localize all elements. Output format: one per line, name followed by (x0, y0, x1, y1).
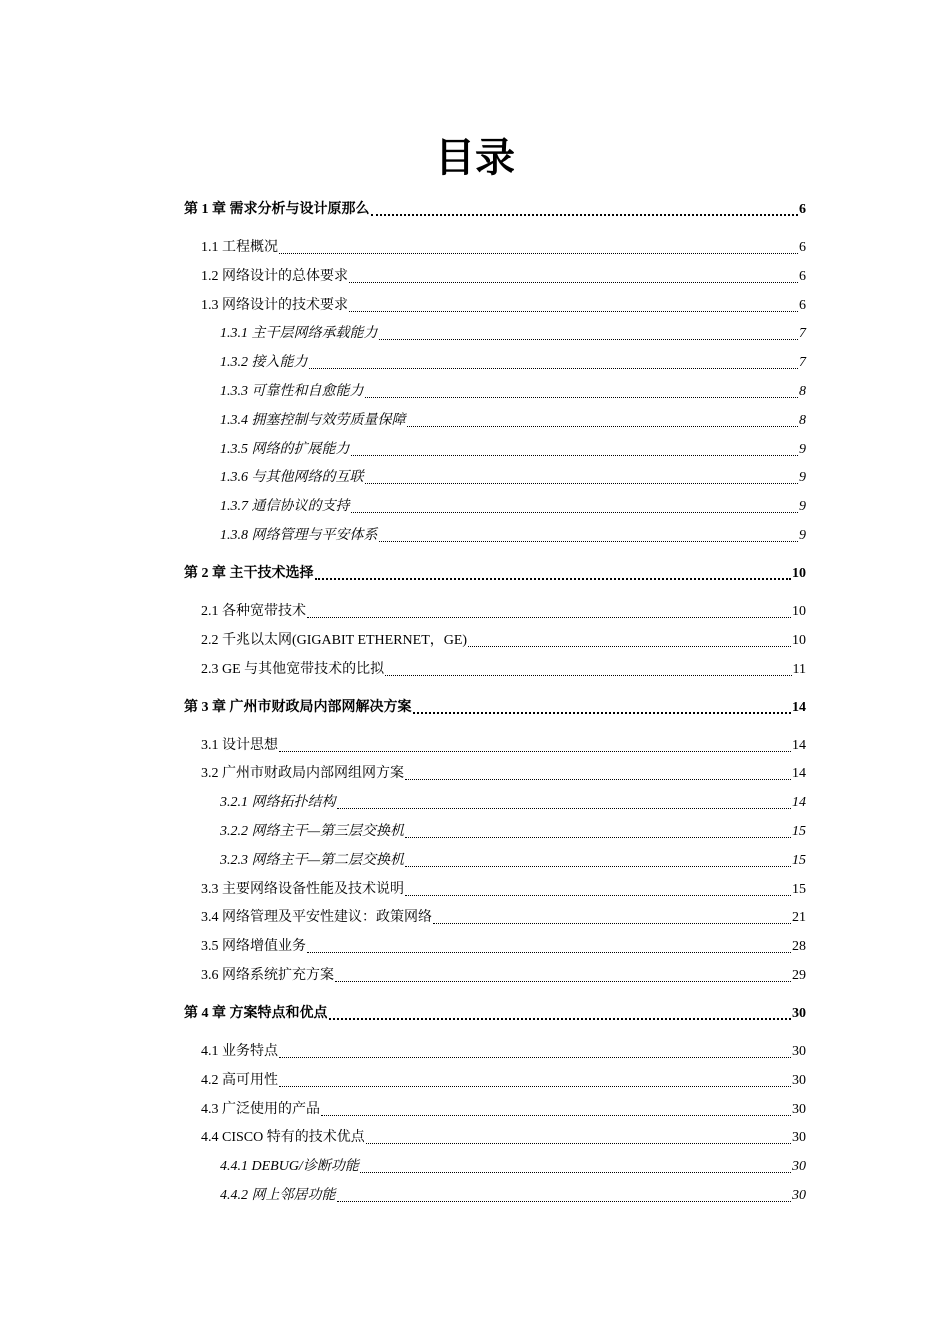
toc-leader-dots (433, 923, 791, 924)
toc-entry-label: 1.3.3 可靠性和自愈能力 (220, 384, 364, 399)
toc-leader-dots (366, 1143, 791, 1144)
toc-subsection-entry[interactable] (220, 1185, 806, 1207)
toc-entry-label: 2.1 各种宽带技术 (201, 604, 306, 619)
toc-entry-label: 1.3.6 与其他网络的互联 (220, 470, 364, 486)
toc-entry-label: 1.3.2 接入能力 (220, 355, 308, 371)
toc-page-number: 30 (792, 1101, 806, 1117)
toc-entry-label: 3.2.1 网络拓扑结构 (220, 795, 336, 811)
toc-page-number: 11 (792, 661, 806, 677)
toc-page-number: 28 (792, 939, 806, 955)
toc-leader-dots (379, 541, 799, 542)
toc-section-entry[interactable] (201, 1041, 806, 1063)
toc-leader-dots (349, 311, 798, 312)
toc-page-number: 30 (792, 1159, 806, 1175)
toc-section-entry[interactable] (201, 1099, 806, 1121)
toc-subsection-entry[interactable] (220, 525, 806, 547)
toc-leader-dots (329, 1018, 792, 1020)
toc-entry-label: 4.4.2 网上邻居功能 (220, 1188, 336, 1203)
toc-section-entry[interactable] (201, 735, 806, 757)
toc-entry-label: 1.3.4 拥塞控制与效劳质量保障 (220, 412, 406, 428)
toc-section-entry[interactable] (201, 266, 806, 288)
toc-page-number: 9 (799, 528, 806, 543)
toc-entry-label: 第 3 章 广州市财政局内部网解决方案 (184, 699, 412, 715)
toc-page-number: 29 (792, 968, 806, 983)
toc-leader-dots (307, 617, 791, 618)
toc-entry-label: 3.2.3 网络主干—第二层交换机 (220, 852, 404, 868)
toc-entry-label: 4.1 业务特点 (201, 1044, 278, 1059)
toc-section-entry[interactable] (201, 879, 806, 901)
toc-subsection-entry[interactable] (220, 496, 806, 518)
toc-page-number: 30 (792, 1044, 806, 1059)
toc-entry-label: 1.3 网络设计的技术要求 (201, 297, 348, 313)
toc-page-number: 15 (792, 824, 806, 839)
toc-leader-dots (405, 837, 791, 838)
toc-leader-dots (379, 339, 799, 340)
toc-leader-dots (307, 952, 791, 953)
toc-leader-dots (351, 455, 799, 456)
toc-section-entry[interactable] (201, 659, 806, 681)
toc-subsection-entry[interactable] (220, 821, 806, 843)
toc-leader-dots (468, 646, 791, 647)
toc-page-number: 15 (792, 852, 806, 868)
toc-subsection-entry[interactable] (220, 1156, 806, 1178)
toc-entry-label: 4.2 高可用性 (201, 1072, 278, 1088)
toc-section-entry[interactable] (201, 1127, 806, 1149)
toc-entry-label: 1.1 工程概况 (201, 240, 278, 255)
toc-leader-dots (371, 214, 799, 216)
toc-page-number: 8 (799, 412, 806, 428)
toc-leader-dots (349, 282, 798, 283)
toc-entry-label: 第 2 章 主干技术选择 (184, 566, 314, 581)
toc-leader-dots (337, 808, 792, 809)
toc-entry-label: 1.3.5 网络的扩展能力 (220, 441, 350, 457)
toc-page-number: 14 (792, 699, 806, 715)
toc-leader-dots (405, 866, 791, 867)
toc-leader-dots (407, 426, 799, 427)
toc-page-number: 6 (799, 240, 806, 255)
toc-section-entry[interactable] (201, 763, 806, 785)
toc-page-number: 15 (792, 881, 806, 897)
toc-chapter-entry[interactable] (184, 199, 806, 221)
toc-entry-label: 第 1 章 需求分析与设计原那么 (184, 202, 370, 217)
toc-section-entry[interactable] (201, 295, 806, 317)
toc-page-number: 9 (799, 441, 806, 457)
toc-entry-label: 1.3.7 通信协议的支持 (220, 499, 350, 515)
toc-section-entry[interactable] (201, 936, 806, 958)
toc-entry-label: 3.3 主要网络设备性能及技术说明 (201, 881, 404, 897)
toc-page-number: 30 (792, 1072, 806, 1088)
toc-section-entry[interactable] (201, 237, 806, 259)
toc-page-number: 7 (799, 326, 806, 342)
toc-leader-dots (335, 981, 791, 982)
toc-entry-label: 2.3 GE 与其他宽带技术的比拟 (201, 661, 385, 677)
toc-page-number: 10 (792, 632, 806, 648)
toc-section-entry[interactable] (201, 965, 806, 987)
toc-leader-dots (279, 1057, 791, 1058)
toc-page-number: 6 (799, 202, 806, 217)
toc-subsection-entry[interactable] (220, 323, 806, 345)
toc-page-number: 30 (792, 1188, 806, 1203)
toc-subsection-entry[interactable] (220, 467, 806, 489)
toc-entry-label: 3.1 设计思想 (201, 737, 278, 753)
toc-entry-label: 1.2 网络设计的总体要求 (201, 268, 348, 284)
toc-entry-label: 2.2 千兆以太网(GIGABIT ETHERNET，GE) (201, 632, 468, 648)
toc-chapter-entry[interactable] (184, 1003, 806, 1025)
toc-page-number: 8 (799, 384, 806, 399)
toc-page-number: 30 (792, 1006, 806, 1021)
toc-leader-dots (385, 675, 791, 676)
toc-entry-label: 1.3.8 网络管理与平安体系 (220, 528, 378, 543)
toc-leader-dots (309, 368, 799, 369)
toc-page-number: 9 (799, 499, 806, 515)
toc-chapter-entry[interactable] (184, 697, 806, 719)
toc-leader-dots (279, 751, 791, 752)
toc-leader-dots (279, 253, 798, 254)
toc-leader-dots (337, 1201, 792, 1202)
toc-page-number: 10 (792, 604, 806, 619)
toc-leader-dots (405, 895, 791, 896)
toc-leader-dots (351, 512, 799, 513)
toc-section-entry[interactable] (201, 1070, 806, 1092)
toc-leader-dots (360, 1172, 791, 1173)
toc-leader-dots (315, 578, 792, 580)
toc-subsection-entry[interactable] (220, 352, 806, 374)
toc-page-number: 10 (792, 566, 806, 581)
toc-page-number: 14 (792, 766, 806, 782)
toc-entry-label: 1.3.1 主干层网络承载能力 (220, 326, 378, 342)
toc-subsection-entry[interactable] (220, 850, 806, 872)
toc-entry-label: 3.4 网络管理及平安性建议：政策网络 (201, 910, 432, 926)
toc-entry-label: 3.2 广州市财政局内部网组网方案 (201, 766, 404, 782)
toc-entry-label: 3.6 网络系统扩充方案 (201, 968, 334, 983)
toc-leader-dots (413, 712, 792, 714)
toc-subsection-entry[interactable] (220, 439, 806, 461)
toc-subsection-entry[interactable] (220, 792, 806, 814)
toc-leader-dots (365, 483, 799, 484)
toc-entry-label: 4.4.1 DEBUG/诊断功能 (220, 1159, 359, 1175)
toc-page-number: 14 (792, 737, 806, 753)
toc-section-entry[interactable] (201, 907, 806, 929)
toc-entry-label: 3.5 网络增值业务 (201, 939, 306, 955)
toc-entry-label: 3.2.2 网络主干—第三层交换机 (220, 824, 404, 839)
toc-page-number: 14 (792, 795, 806, 811)
toc-page-number: 9 (799, 470, 806, 486)
toc-section-entry[interactable] (201, 630, 806, 652)
toc-page-number: 7 (799, 355, 806, 371)
toc-page-number: 6 (799, 297, 806, 313)
toc-section-entry[interactable] (201, 601, 806, 623)
toc-leader-dots (405, 779, 791, 780)
toc-subsection-entry[interactable] (220, 410, 806, 432)
toc-page-number: 6 (799, 268, 806, 284)
toc-leader-dots (279, 1086, 791, 1087)
toc-page-number: 21 (792, 910, 806, 926)
toc-leader-dots (321, 1115, 791, 1116)
toc-entry-label: 4.3 广泛使用的产品 (201, 1101, 320, 1117)
toc-leader-dots (365, 397, 799, 398)
toc-entry-label: 第 4 章 方案特点和优点 (184, 1006, 328, 1021)
toc-chapter-entry[interactable] (184, 563, 806, 585)
page-title: 目录 (435, 135, 515, 181)
toc-subsection-entry[interactable] (220, 381, 806, 403)
toc-entry-label: 4.4 CISCO 特有的技术优点 (201, 1130, 365, 1146)
toc-page-number: 30 (792, 1130, 806, 1146)
